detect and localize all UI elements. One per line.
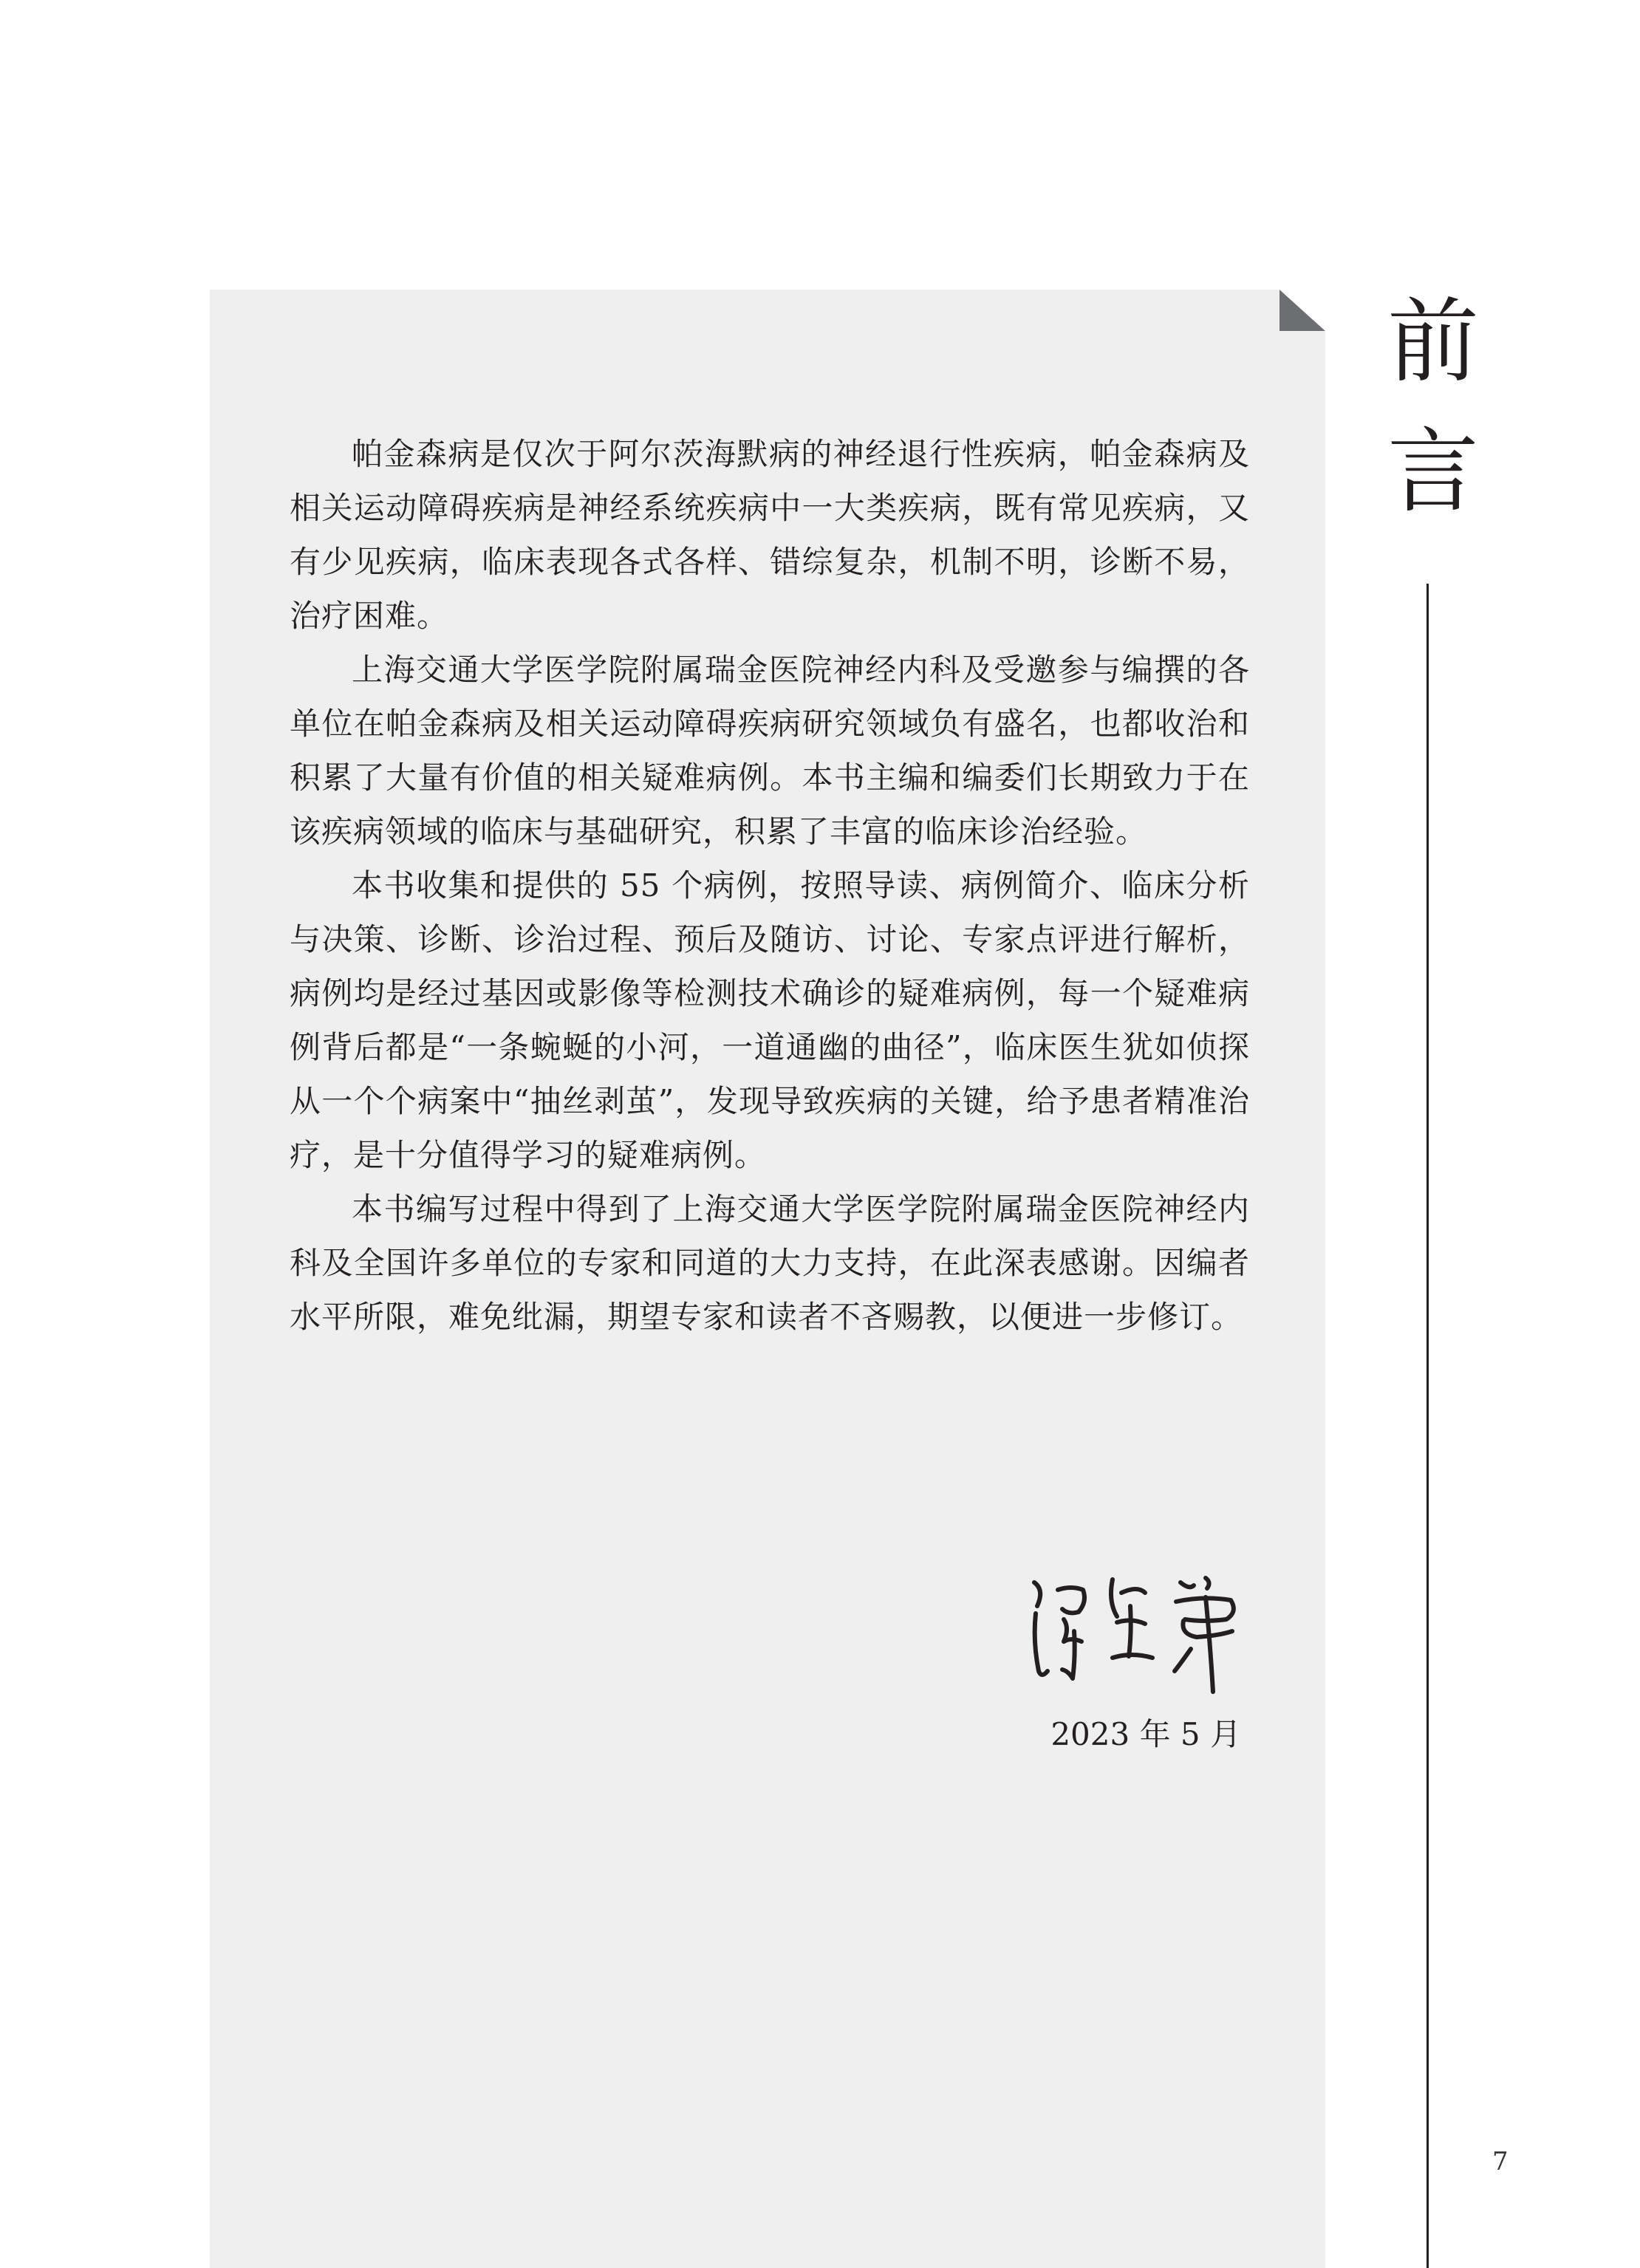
page-title-char-1: 前	[1387, 289, 1479, 395]
paragraph-1: 帕金森病是仅次于阿尔茨海默病的神经退行性疾病，帕金森病及相关运动障碍疾病是神经系统疾病中一大类疾病，既有常见疾病，又有少见疾病，临床表现各式各样、错综复杂，机制不明，诊断不易，治疗困难。	[290, 436, 1250, 634]
corner-fold-icon	[1279, 290, 1325, 331]
paragraph-4: 本书编写过程中得到了上海交通大学医学院附属瑞金医院神经内科及全国许多单位的专家和同道的大力支持，在此深表感谢。因编者水平所限，难免纰漏，期望专家和读者不吝赐教，以便进一步修订。	[290, 1191, 1250, 1335]
paragraph-3: 本书收集和提供的 55 个病例，按照导读、病例简介、临床分析与决策、诊断、诊治过程、预后及随访、讨论、专家点评进行解析，病例均是经过基因或影像等检测技术确诊的疑难病例，每一个疑难病例背后都是“一条蜿蜒的小河，一道通幽的曲径”，临床医生犹如侦探从一个个病案中“抽丝剥茧”，发现导致疾病的关键，给予患者精准治疗，是十分值得学习的疑难病例。	[290, 867, 1250, 1173]
page-title	[1385, 277, 1481, 537]
handwritten-signature	[1019, 1560, 1256, 1708]
page-title-char-2: 言	[1387, 419, 1479, 525]
date: 2023 年 5 月	[1050, 1716, 1241, 1752]
preface-body	[290, 427, 1250, 1344]
paragraph-2: 上海交通大学医学院附属瑞金医院神经内科及受邀参与编撰的各单位在帕金森病及相关运动障碍疾病研究领域负有盛名，也都收治和积累了大量有价值的相关疑难病例。本书主编和编委们长期致力于在该疾病领域的临床与基础研究，积累了丰富的临床诊治经验。	[290, 652, 1250, 850]
page-number: 7	[1492, 2147, 1509, 2176]
vertical-divider	[1427, 584, 1429, 2268]
